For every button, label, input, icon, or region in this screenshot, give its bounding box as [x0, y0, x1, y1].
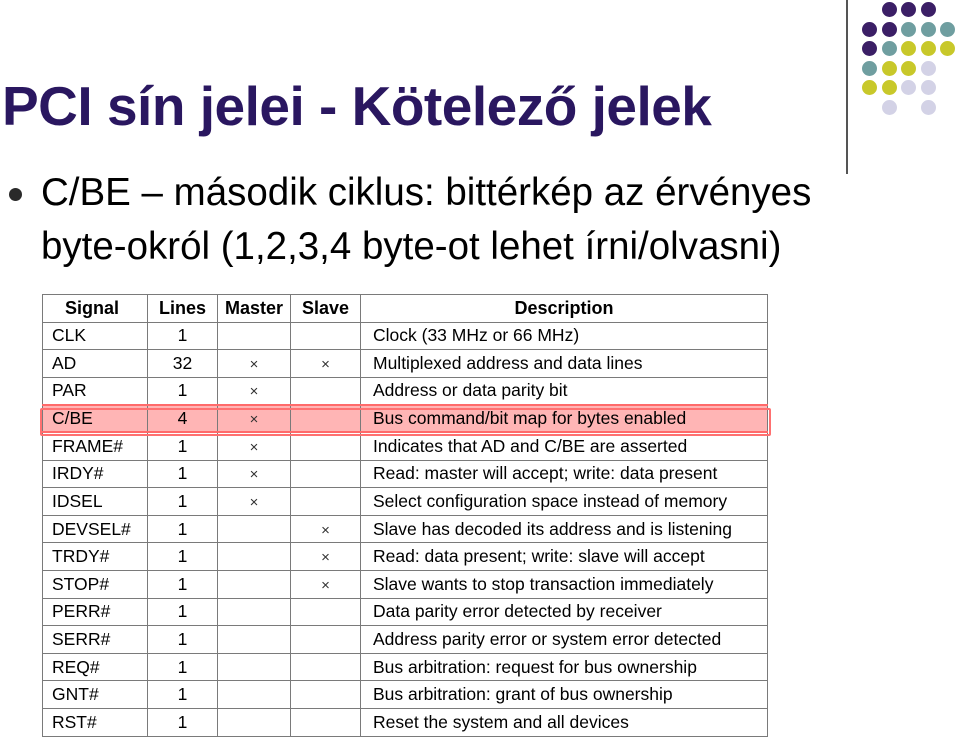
table-row: [43, 708, 768, 736]
decorative-dot: [921, 41, 936, 56]
table-row: [43, 681, 768, 709]
cell-master: [218, 708, 291, 736]
cell-master: [218, 460, 291, 488]
cell-slave: [291, 570, 361, 598]
bullet-line-1: C/BE – második ciklus: bittérkép az érvényes: [41, 171, 812, 214]
cell-slave: [291, 626, 361, 654]
cell-master: [218, 515, 291, 543]
table-row: [43, 322, 768, 350]
cell-description: Data parity error detected by receiver: [361, 598, 768, 626]
cell-lines: 1: [148, 708, 218, 736]
decorative-dot: [882, 2, 897, 17]
header-master: Master: [218, 295, 291, 323]
decorative-dot: [901, 61, 916, 76]
cell-slave: [291, 598, 361, 626]
cell-lines: 4: [148, 405, 218, 433]
cell-lines: 1: [148, 543, 218, 571]
decorative-dot: [921, 80, 936, 95]
cell-signal: DEVSEL#: [43, 515, 148, 543]
cell-signal: PAR: [43, 377, 148, 405]
cell-master: [218, 570, 291, 598]
decorative-dot: [901, 41, 916, 56]
cell-slave: [291, 377, 361, 405]
cell-lines: 1: [148, 598, 218, 626]
bullet-icon: [9, 188, 22, 201]
decorative-dot: [921, 2, 936, 17]
cell-lines: 1: [148, 653, 218, 681]
table-row: [43, 377, 768, 405]
cell-slave: [291, 488, 361, 516]
decorative-dot: [901, 80, 916, 95]
cell-signal: GNT#: [43, 681, 148, 709]
cell-description: Select configuration space instead of memory: [361, 488, 768, 516]
check-mark-icon: ×: [249, 466, 259, 484]
cell-description: Address or data parity bit: [361, 377, 768, 405]
cell-description: Slave wants to stop transaction immediately: [361, 570, 768, 598]
cell-signal: CLK: [43, 322, 148, 350]
signal-table-container: [42, 294, 768, 737]
cell-signal: IRDY#: [43, 460, 148, 488]
decorative-dot: [882, 100, 897, 115]
header-description: Description: [361, 295, 768, 323]
cell-lines: 1: [148, 377, 218, 405]
cell-description: Bus command/bit map for bytes enabled: [361, 405, 768, 433]
cell-signal: FRAME#: [43, 432, 148, 460]
cell-lines: 1: [148, 570, 218, 598]
decorative-dot: [882, 22, 897, 37]
cell-description: Address parity error or system error detected: [361, 626, 768, 654]
cell-signal: RST#: [43, 708, 148, 736]
header-slave: Slave: [291, 295, 361, 323]
cell-lines: 1: [148, 432, 218, 460]
cell-master: [218, 322, 291, 350]
cell-slave: [291, 681, 361, 709]
table-row: [43, 488, 768, 516]
cell-description: Read: data present; write: slave will accept: [361, 543, 768, 571]
cell-signal: SERR#: [43, 626, 148, 654]
cell-master: [218, 543, 291, 571]
table-row: [43, 405, 768, 433]
header-signal: Signal: [43, 295, 148, 323]
check-mark-icon: ×: [249, 439, 259, 457]
cell-master: [218, 488, 291, 516]
cell-description: Reset the system and all devices: [361, 708, 768, 736]
decorative-dot: [862, 80, 877, 95]
table-row: [43, 460, 768, 488]
decorative-dot: [862, 22, 877, 37]
cell-signal: C/BE: [43, 405, 148, 433]
decorative-dot: [940, 41, 955, 56]
check-mark-icon: ×: [249, 355, 259, 373]
cell-description: Indicates that AD and C/BE are asserted: [361, 432, 768, 460]
cell-description: Read: master will accept; write: data present: [361, 460, 768, 488]
cell-slave: [291, 405, 361, 433]
cell-signal: REQ#: [43, 653, 148, 681]
cell-lines: 1: [148, 515, 218, 543]
decorative-dot: [882, 61, 897, 76]
table-row: [43, 543, 768, 571]
cell-lines: 1: [148, 322, 218, 350]
cell-master: [218, 377, 291, 405]
cell-signal: STOP#: [43, 570, 148, 598]
cell-description: Bus arbitration: request for bus ownership: [361, 653, 768, 681]
cell-slave: [291, 432, 361, 460]
cell-slave: [291, 350, 361, 378]
cell-master: [218, 350, 291, 378]
cell-master: [218, 598, 291, 626]
table-row: [43, 626, 768, 654]
pci-signal-table: [42, 294, 768, 737]
check-mark-icon: ×: [321, 355, 330, 373]
table-row: [43, 570, 768, 598]
header-lines: Lines: [148, 295, 218, 323]
slide-title: PCI sín jelei - Kötelező jelek: [2, 75, 712, 137]
cell-lines: 1: [148, 681, 218, 709]
check-mark-icon: ×: [249, 493, 259, 511]
cell-description: Bus arbitration: grant of bus ownership: [361, 681, 768, 709]
table-row: [43, 350, 768, 378]
table-row: [43, 653, 768, 681]
cell-master: [218, 681, 291, 709]
check-mark-icon: ×: [321, 549, 330, 567]
title-divider-line: [846, 0, 848, 174]
cell-signal: AD: [43, 350, 148, 378]
cell-master: [218, 432, 291, 460]
table-row: [43, 432, 768, 460]
cell-lines: 1: [148, 626, 218, 654]
decorative-dot: [882, 41, 897, 56]
cell-description: Clock (33 MHz or 66 MHz): [361, 322, 768, 350]
decorative-dot: [921, 22, 936, 37]
bullet-text: [41, 166, 941, 274]
decorative-dot: [901, 22, 916, 37]
decorative-dot: [940, 22, 955, 37]
check-mark-icon: ×: [249, 411, 259, 429]
cell-slave: [291, 543, 361, 571]
check-mark-icon: ×: [321, 521, 330, 539]
cell-description: Slave has decoded its address and is listening: [361, 515, 768, 543]
decorative-dot: [862, 41, 877, 56]
cell-slave: [291, 322, 361, 350]
table-row: [43, 515, 768, 543]
cell-lines: 1: [148, 460, 218, 488]
cell-master: [218, 405, 291, 433]
cell-description: Multiplexed address and data lines: [361, 350, 768, 378]
cell-slave: [291, 515, 361, 543]
cell-slave: [291, 653, 361, 681]
cell-signal: IDSEL: [43, 488, 148, 516]
cell-master: [218, 653, 291, 681]
decorative-dot: [882, 80, 897, 95]
check-mark-icon: ×: [321, 576, 330, 594]
cell-lines: 32: [148, 350, 218, 378]
decorative-dot: [921, 61, 936, 76]
table-row: [43, 598, 768, 626]
table-header-row: [43, 295, 768, 323]
cell-master: [218, 626, 291, 654]
cell-signal: TRDY#: [43, 543, 148, 571]
cell-signal: PERR#: [43, 598, 148, 626]
bullet-line-2: byte-okról (1,2,3,4 byte-ot lehet írni/olvasni): [41, 225, 782, 268]
cell-lines: 1: [148, 488, 218, 516]
decorative-dot: [901, 2, 916, 17]
cell-slave: [291, 708, 361, 736]
decorative-dot: [862, 61, 877, 76]
check-mark-icon: ×: [249, 383, 259, 401]
decorative-dot: [921, 100, 936, 115]
cell-slave: [291, 460, 361, 488]
